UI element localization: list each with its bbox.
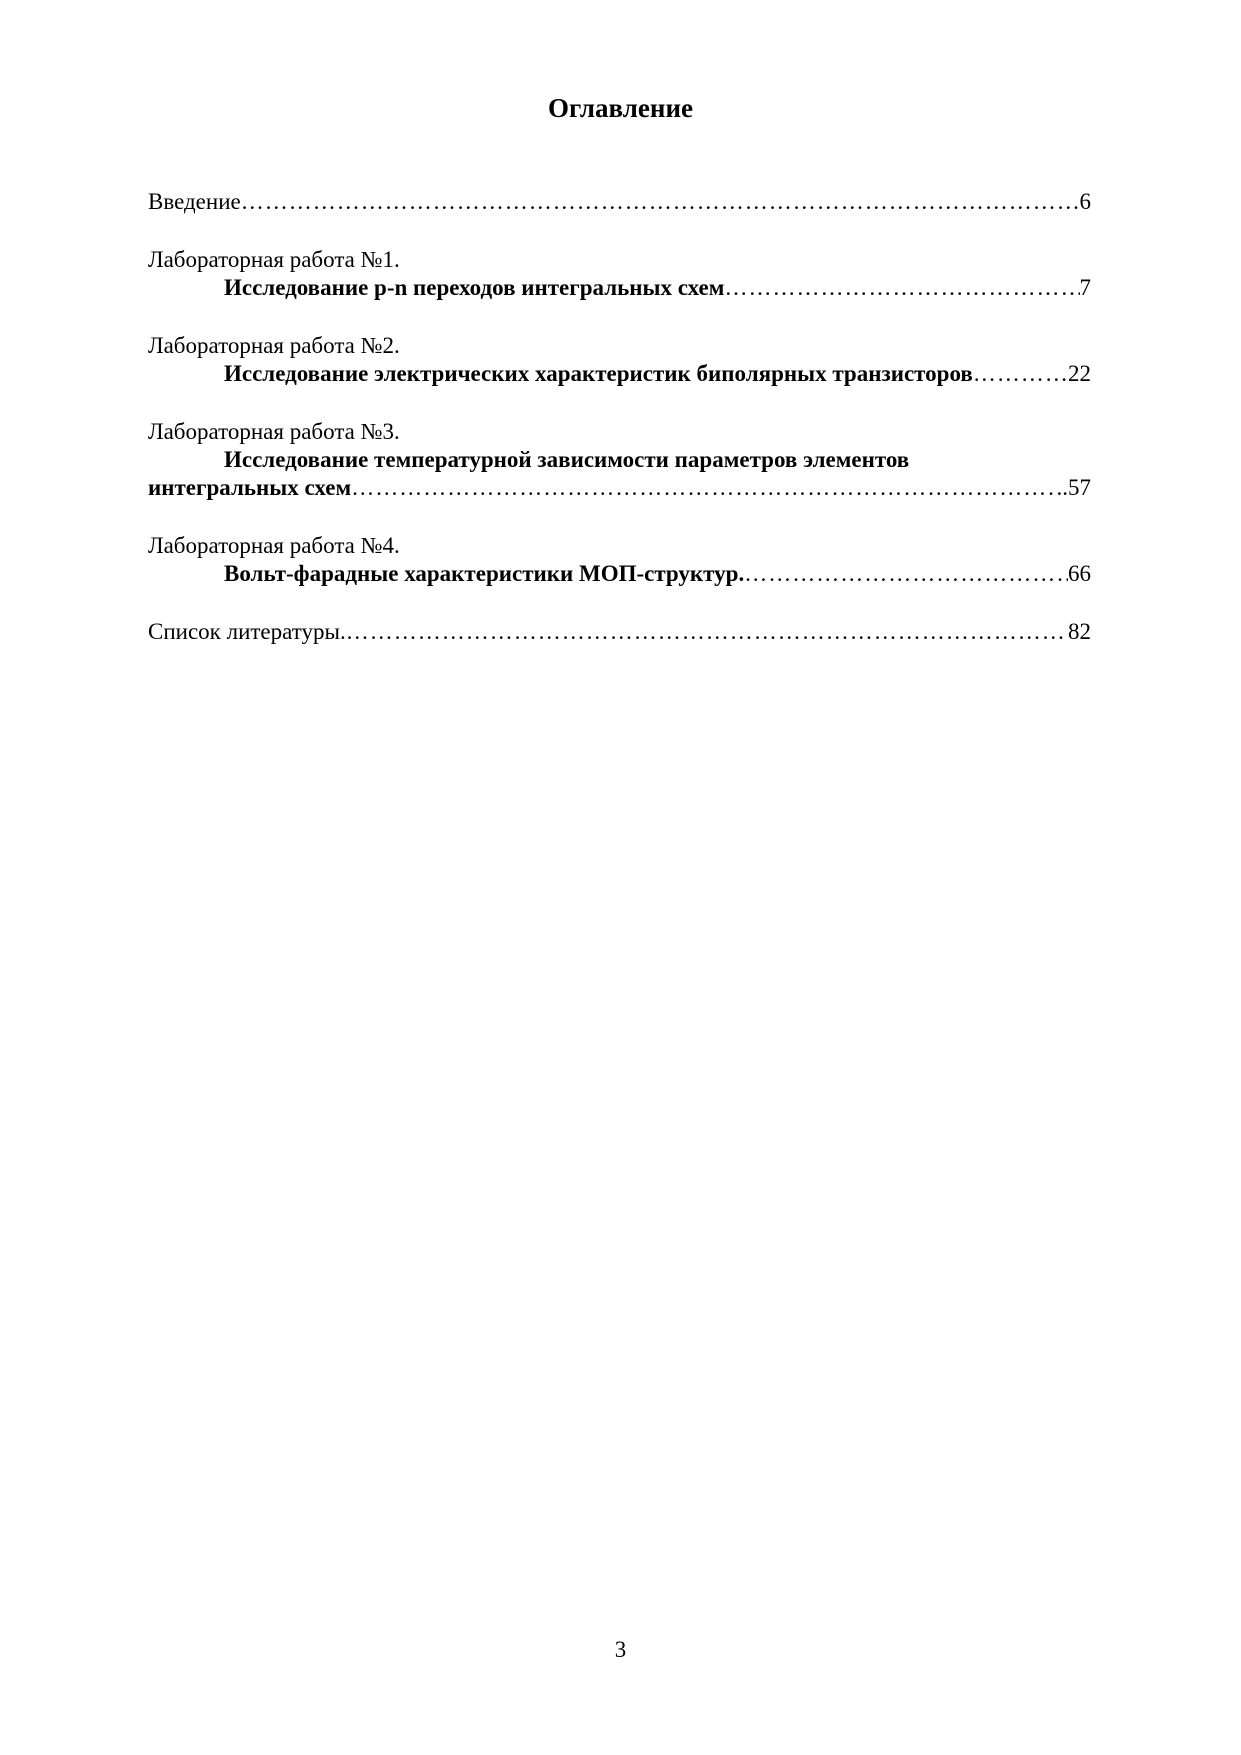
toc-label-intro: Введение xyxy=(148,189,241,214)
toc-heading-lab4: Лабораторная работа №4. xyxy=(148,533,400,558)
toc-line xyxy=(148,360,1091,388)
dot-leader xyxy=(724,274,1079,302)
table-of-contents xyxy=(148,188,1091,646)
toc-topic-lab1: Исследование p-n переходов интегральных схем xyxy=(224,275,725,300)
toc-label-references: Список литературы. xyxy=(148,619,346,644)
toc-topic-lab3-line1: Исследование температурной зависимости параметров элементов xyxy=(224,447,910,472)
toc-page-intro: 6 xyxy=(1079,189,1091,214)
toc-line xyxy=(148,274,1091,302)
toc-entry-lab3 xyxy=(148,418,1091,502)
dot-leader xyxy=(744,560,1068,588)
page-number: 3 xyxy=(614,1637,627,1662)
dot-leader xyxy=(241,188,1080,216)
toc-entry-lab2 xyxy=(148,332,1091,388)
toc-line xyxy=(148,618,1091,646)
page-title: Оглавление xyxy=(548,93,693,123)
toc-page-lab2: 22 xyxy=(1068,361,1091,386)
toc-topic-lab4: Вольт-фарадные характеристики МОП-структур. xyxy=(224,561,745,586)
toc-entry-intro xyxy=(148,188,1091,216)
toc-page-lab1: 7 xyxy=(1079,275,1091,300)
toc-page-references: 82 xyxy=(1068,619,1091,644)
toc-entry-lab4 xyxy=(148,532,1091,588)
toc-heading-lab3: Лабораторная работа №3. xyxy=(148,419,400,444)
toc-entry-references xyxy=(148,618,1091,646)
toc-topic-lab2: Исследование электрических характеристик биполярных транзисторов xyxy=(224,361,973,386)
dot-leader xyxy=(351,474,1056,502)
toc-line xyxy=(148,188,1091,216)
toc-page-lab4: 66 xyxy=(1068,561,1091,586)
toc-heading-lab2: Лабораторная работа №2. xyxy=(148,333,400,358)
dot-leader xyxy=(973,360,1068,388)
toc-heading-lab1: Лабораторная работа №1. xyxy=(148,247,400,272)
toc-entry-lab1 xyxy=(148,246,1091,302)
dot-leader xyxy=(346,618,1068,646)
toc-line xyxy=(148,474,1091,502)
toc-topic-lab3-line2: интегральных схем xyxy=(148,475,352,500)
toc-page-lab3: ..57 xyxy=(1056,475,1091,500)
toc-line xyxy=(148,560,1091,588)
